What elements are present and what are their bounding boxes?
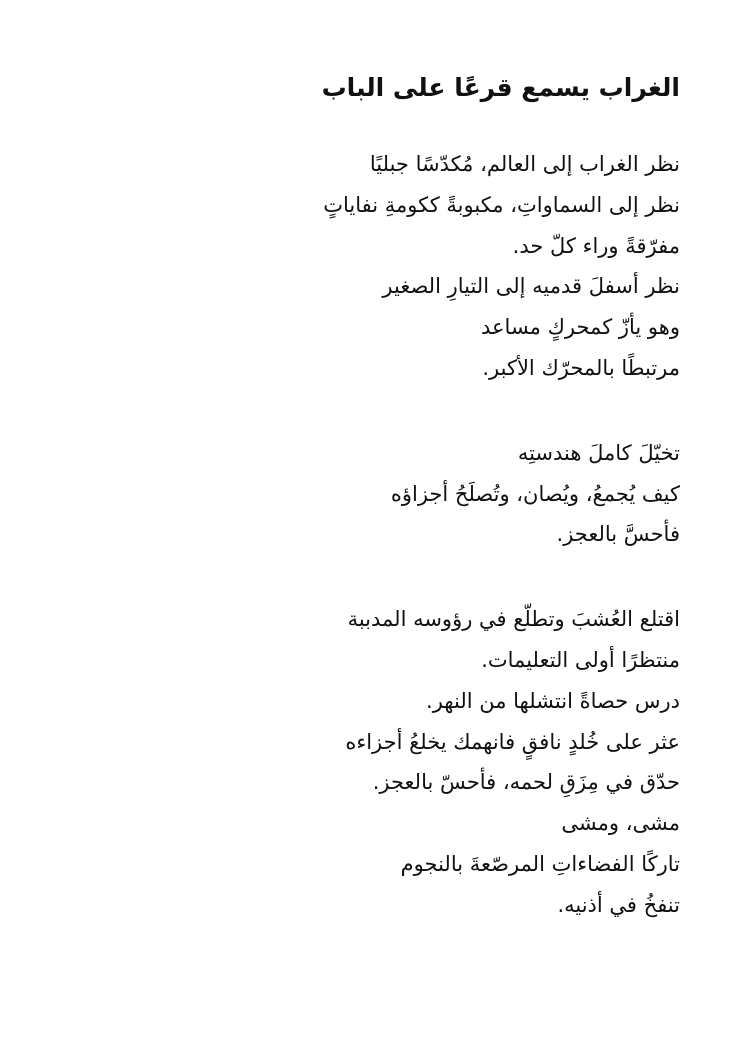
stanza-2 [260, 433, 680, 555]
poem-line: مفرّقةً وراء كلّ حد. [512, 233, 680, 258]
poem-line: كيف يُجمعُ، ويُصان، وتُصلَحُ أجزاؤه [390, 481, 680, 506]
poem-line: تخيّلَ كاملَ هندستِه [517, 440, 680, 465]
poem-line: عثر على خُلدٍ نافقٍ فانهمك يخلعُ أجزاءه [345, 729, 680, 754]
poem-line: حدّق في مِزَقِ لحمه، فأحسّ بالعجز. [372, 770, 680, 795]
poem-line: منتظرًا أولى التعليمات. [481, 647, 680, 672]
poem-title: الغراب يسمع قرعًا على الباب [321, 73, 680, 102]
poem-line: تاركًا الفضاءاتِ المرصّعةَ بالنجوم [400, 851, 680, 876]
poem-line: مشى، ومشى [561, 811, 680, 836]
poem-line: فأحسَّ بالعجز. [556, 522, 680, 547]
poem-line: وهو يأزّ كمحركٍ مساعد [481, 315, 680, 340]
poem-line: نظر إلى السماواتِ، مكبوبةً ككومةِ نفاياتٍ [323, 192, 680, 217]
poem-line: نظر أسفلَ قدميه إلى التيارِ الصغير [382, 274, 680, 299]
poem-line: درس حصاةً انتشلها من النهر. [426, 688, 680, 713]
poem-line: مرتبطًا بالمحرّك الأكبر. [482, 355, 680, 380]
poem-line: نظر الغراب إلى العالم، مُكدّسًا جبليًا [369, 152, 680, 176]
stanza-1 [260, 144, 680, 389]
poem-line: تنفخُ في أذنيه. [557, 892, 680, 917]
poem [260, 68, 680, 970]
stanza-3 [260, 599, 680, 925]
poem-line: اقتلع العُشبَ وتطلّع في رؤوسه المدببة [347, 607, 680, 632]
